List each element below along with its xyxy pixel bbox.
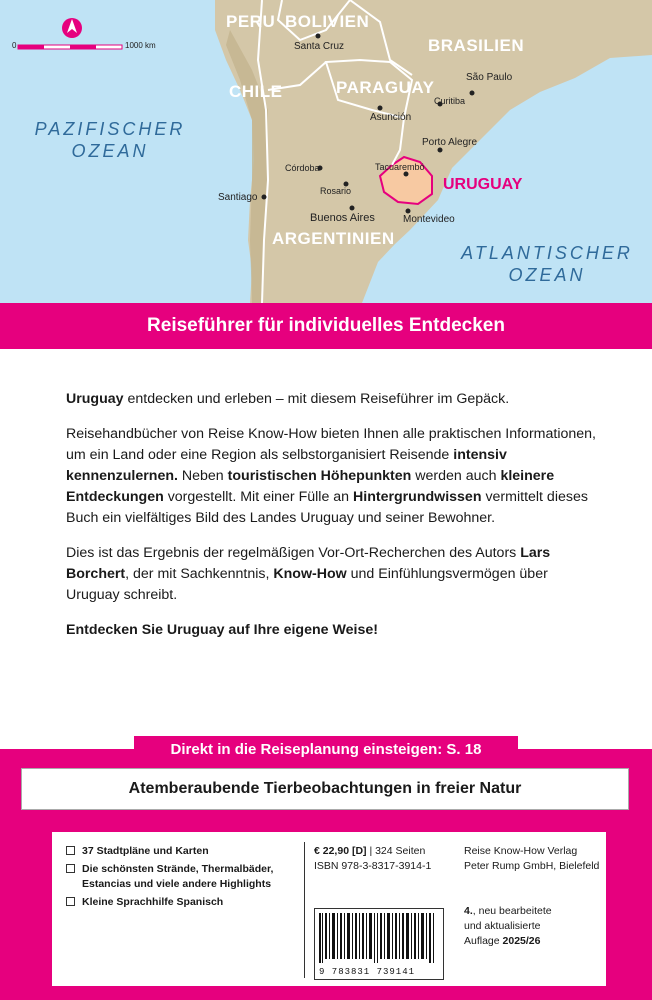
checkbox-square-icon — [66, 864, 75, 873]
barcode-number: 9 783831 739141 — [319, 967, 416, 977]
divider — [304, 842, 305, 978]
planning-tab: Direkt in die Reiseplanung einsteigen: S. 18 — [134, 736, 518, 764]
paragraph-1: Uruguay entdecken und erleben – mit diesem Reiseführer im Gepäck. — [66, 391, 510, 407]
page-count: | 324 Seiten — [366, 845, 426, 857]
checkbox-square-icon — [66, 897, 75, 906]
paragraph-4: Entdecken Sie Uruguay auf Ihre eigene Weise! — [66, 622, 378, 638]
barcode — [314, 908, 444, 980]
city-santa-cruz: Santa Cruz — [294, 41, 345, 52]
ocean-pacific-line1: PAZIFISCHER — [34, 119, 186, 139]
ocean-atlantic-line2: OZEAN — [508, 265, 586, 285]
tagline-band: Reiseführer für individuelles Entdecken — [0, 303, 652, 349]
checkbox-square-icon — [66, 846, 75, 855]
price-info — [314, 844, 431, 874]
feature-list — [66, 844, 296, 913]
country-uruguay: URUGUAY — [443, 176, 523, 193]
city-montevideo: Montevideo — [403, 214, 455, 225]
ocean-atlantic-line1: ATLANTISCHER — [461, 243, 633, 263]
publisher: Reise Know-How Verlag Peter Rump GmbH, Bielefeld — [464, 845, 600, 872]
ocean-pacific-line2: OZEAN — [71, 141, 149, 161]
country-chile: CHILE — [229, 82, 283, 101]
city-buenos-aires: Buenos Aires — [310, 212, 375, 224]
price: € 22,90 [D] — [314, 845, 367, 857]
scale-bar — [18, 45, 122, 49]
paragraph-3: Dies ist das Ergebnis der regelmäßigen Vor-Ort-Recherchen des Autors Lars Borchert, der mit Sachkenntnis, Know-How und Einfühlungsvermögen über Uruguay schreibt. — [66, 545, 551, 603]
country-peru: PERU — [226, 12, 276, 31]
ocean-atlantic — [452, 242, 642, 286]
country-brasilien: BRASILIEN — [428, 36, 525, 55]
isbn: ISBN 978-3-8317-3914-1 — [314, 860, 432, 872]
scale-max-label: 1000 km — [125, 41, 156, 50]
feature-item: Die schönsten Strände, Thermalbäder, Estancias und viele andere Highlights — [66, 862, 296, 892]
city-asuncion: Asunción — [370, 112, 412, 123]
feature-item: Kleine Sprachhilfe Spanisch — [66, 895, 296, 910]
barcode-bars — [319, 913, 439, 963]
info-box — [52, 832, 606, 986]
city-rosario: Rosario — [320, 186, 352, 196]
scale-zero-label: 0 — [12, 41, 17, 50]
city-sao-paulo: São Paulo — [466, 72, 513, 83]
blurb — [66, 389, 596, 655]
north-arrow — [62, 18, 82, 38]
city-cordoba: Córdoba — [285, 163, 320, 173]
country-argentinien: ARGENTINIEN — [272, 229, 395, 248]
ocean-pacific — [20, 118, 200, 162]
highlight-banner: Atemberaubende Tierbeobachtungen in freier Natur — [21, 768, 629, 810]
paragraph-2: Reisehandbücher von Reise Know-How bieten Ihnen alle praktischen Informationen, um ein Land oder eine Region als selbstorganisiert Reisende intensiv kennenzulernen. Neben touristischen Höhepunkten werden auch kleinere Entdeckungen vorgestellt. Mit einer Fülle an Hintergrundwissen vermittelt dieses Buch ein vielfältiges Bild des Landes Uruguay und seiner Bewohner. — [66, 426, 596, 526]
city-tacuarembo: Tacuarembó — [375, 162, 425, 172]
city-santiago: Santiago — [218, 192, 258, 203]
map — [0, 0, 652, 303]
city-curitiba: Curitiba — [434, 96, 466, 106]
city-porto-alegre: Porto Alegre — [422, 137, 478, 148]
feature-item: 37 Stadtpläne und Karten — [66, 844, 296, 859]
country-paraguay: PARAGUAY — [336, 78, 435, 97]
country-bolivien: BOLIVIEN — [285, 12, 370, 31]
edition: 4., neu bearbeitete und aktualisierte Auflage 2025/26 — [464, 905, 552, 947]
